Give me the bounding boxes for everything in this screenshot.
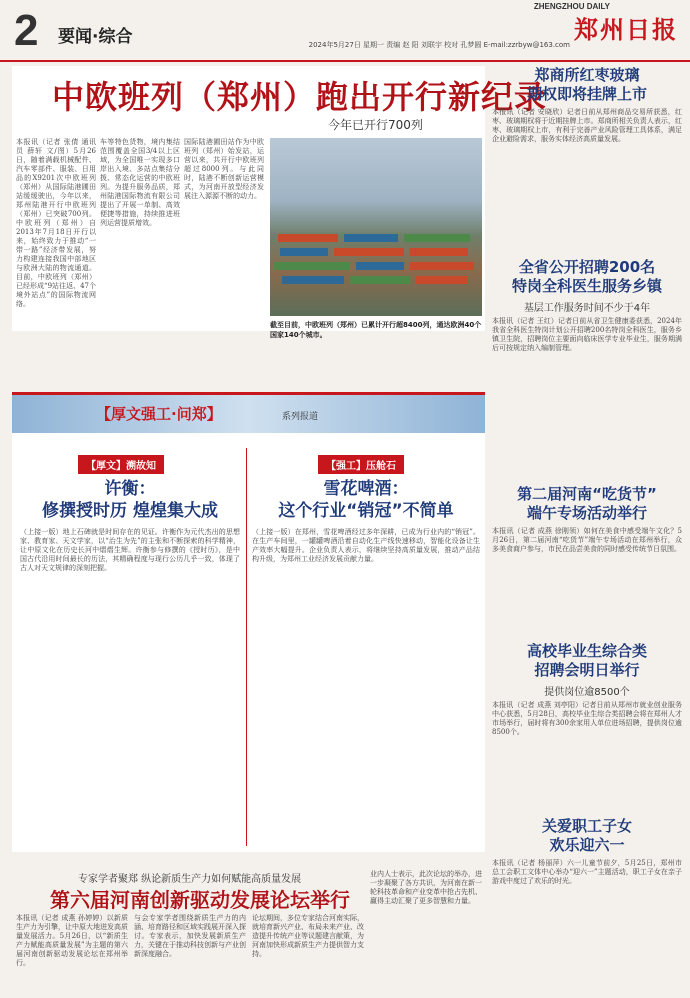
story-headline: 端午专场活动举行 [526, 504, 647, 522]
masthead [0, 0, 690, 62]
paper-name-en: ZHENGZHOU DAILY [533, 2, 610, 11]
dateline: 2024年5月27日 星期一 责编 赵 阳 刘联宇 校对 孔梦圆 E-mail:zzrbyw@163.com [308, 41, 570, 49]
feature-right-body: （上接一版）在郑州，雪花啤酒经过多年深耕，已成为行业内的“销冠”。在生产车间里，一罐罐啤酒沿着自动化生产线快速移动，智能化设备让生产效率大幅提升。企业负责人表示，将继续坚持高质量发展，推动产品结构升级，为郑州工业经济发展贡献力量。 [252, 528, 480, 563]
bottom-headline: 第六届河南创新驱动发展论坛举行 [50, 888, 350, 912]
lead-column-3: 国际陆港圃田站作为中欧班列（郑州）始发站，运营以来，共开行中欧班列超过8000列。与此同时，陆港不断创新运营模式，为河南开放型经济发展注入源源不断的动力。 [184, 138, 264, 200]
train-yard-photo [270, 138, 482, 316]
story-headline: 招聘会明日举行 [534, 661, 640, 679]
story-headline: 期权即将挂牌上市 [526, 85, 647, 103]
feature-left-headline: 修撰授时历 煌煌集大成 [42, 501, 218, 521]
feature-left-headline: 许衡： [104, 479, 156, 499]
story-body: 本报讯（记者 成燕 刘亭阳）记者日前从郑州市就业创业服务中心获悉，5月28日，高校毕业生综合类招聘会将在郑州人才市场举行，届时将有300余家用人单位进场招聘，提供岗位逾8500个。 [492, 701, 682, 736]
story-body: 本报讯（记者 杨丽萍）六一儿童节前夕，5月25日，郑州市总工会职工文体中心举办“迎六一”主题活动，职工子女在亲子游戏中度过了欢乐的时光。 [492, 859, 682, 885]
story-body: 本报讯（记者 王红）记者日前从省卫生健康委获悉，2024年我省全科医生特岗计划公开招聘200名特岗全科医生，服务乡镇卫生院，招聘岗位主要面向临床医学专业毕业生，服务期满后可按规定纳入编制管理。 [492, 317, 682, 352]
series-banner [12, 395, 485, 433]
lead-column-2: 车等特色货物，境内集结范围覆盖全国3/4以上区域，为全国唯一实现多口岸出入境、多站点集结分拨、常态化运营的中欧班列。为提升服务品质，郑州陆港国际物流有限公司提出了开展一单制、高效便捷等措施，持续推进班列运营提质增效。 [100, 138, 180, 227]
bottom-kicker: 专家学者聚郑 纵论新质生产力如何赋能高质量发展 [78, 874, 302, 885]
page-number: 2 [14, 6, 39, 55]
bottom-column-4: 业内人士表示，此次论坛的举办，进一步凝聚了各方共识，为河南在新一轮科技革命和产业变革中抢占先机、赢得主动汇聚了更多智慧和力量。 [370, 870, 482, 905]
lead-subhead: 今年已开行700列 [328, 118, 423, 132]
story-headline: 第二届河南“吃货节” [517, 485, 657, 503]
story-body: 本报讯（记者 安晓欣）记者日前从郑州商品交易所获悉，红枣、玻璃期权将于近期挂牌上市。郑商所相关负责人表示，红枣、玻璃期权上市，有利于完善产业风险管理工具体系，满足企业避险需求，服务实体经济高质量发展。 [492, 108, 682, 143]
column-label-left: 【厚文】溯故知 [78, 455, 164, 474]
story-body: 本报讯（记者 成燕 徐刚领）如何在美食中感受端午文化？5月26日，第二届河南“吃货节”端午专场活动在郑州举行，众多美食商户参与，市民在品尝美食的同时感受传统节日氛围。 [492, 527, 682, 553]
feature-right-headline: 雪花啤酒： [323, 479, 409, 499]
column-label-right: 【强工】压舱石 [318, 455, 404, 474]
story-headline: 关爱职工子女 [541, 817, 632, 835]
story-headline: 高校毕业生综合类 [526, 642, 647, 660]
feature-left-body: （上接一版）地上石碑就是时间存在的见证。许衡作为元代杰出的思想家、教育家、天文学家，以“治生为先”的主张和不断探索的科学精神，让中原文化在历史长河中熠熠生辉。许衡参与修撰的《授时历》，是中国古代沿用时间最长的历法，其精确程度与现行公历几乎一致，体现了古人对天文规律的深刻把握。 [20, 528, 240, 572]
bottom-column-3: 论坛期间，多位专家结合河南实际，就培育新兴产业、布局未来产业、改造提升传统产业等议题建言献策，为河南加快形成新质生产力提供智力支持。 [252, 914, 364, 958]
series-title: 【厚文强工·问郑】 [96, 405, 222, 423]
bottom-column-2: 与会专家学者围绕新质生产力的内涵、培育路径和区域实践展开深入探讨。专家表示，加快发展新质生产力，关键在于推动科技创新与产业创新深度融合。 [134, 914, 246, 958]
bottom-column-1: 本报讯（记者 成燕 孙婷婷）以新质生产力为引擎，让中原大地迸发高质量发展活力。5月26日，以“新质生产力赋能高质量发展”为主题的第六届河南创新驱动发展论坛在郑州举行。 [16, 914, 128, 967]
lead-column-1: 本报讯（记者 张倩 通讯员 薛轩 文/图）5月26日，随着满载机械配件、汽车零部件、服装、日用品的X9201次中欧班列（郑州）从国际陆港圃田站缓缓驶出，今年以来，郑州陆港开行中欧班列（郑州）已突破700列。中欧班列（郑州）自2013年7月18日开行以来，始终致力于推动“一带一路”经济带发展，努力构建连接我国中部地区与欧洲大陆的物流通道。目前，中欧班列（郑州）已经形成“9站往返、47个境外站点”的国际物流网络。 [16, 138, 96, 308]
series-subtitle: 系列报道 [282, 412, 319, 422]
feature-right-headline: 这个行业“销冠”不简单 [278, 501, 454, 521]
story-headline: 郑商所红枣玻璃 [534, 66, 640, 84]
paper-logo: 郑州日报 [574, 15, 678, 44]
story-headline: 特岗全科医生服务乡镇 [511, 277, 662, 295]
story-subhead: 基层工作服务时间不少于4年 [523, 303, 651, 314]
section-title: 要闻·综合 [58, 27, 133, 47]
story-subhead: 提供岗位逾8500个 [544, 687, 630, 698]
photo-caption: 截至目前，中欧班列（郑州）已累计开行超8400列，通达欧洲40个国家140个城市。 [270, 321, 482, 339]
column-divider [246, 448, 247, 846]
lead-headline: 中欧班列（郑州）跑出开行新纪录 [52, 78, 548, 116]
story-headline: 全省公开招聘200名 [518, 258, 656, 276]
right-column [492, 66, 682, 929]
story-headline: 欢乐迎六一 [549, 836, 625, 854]
